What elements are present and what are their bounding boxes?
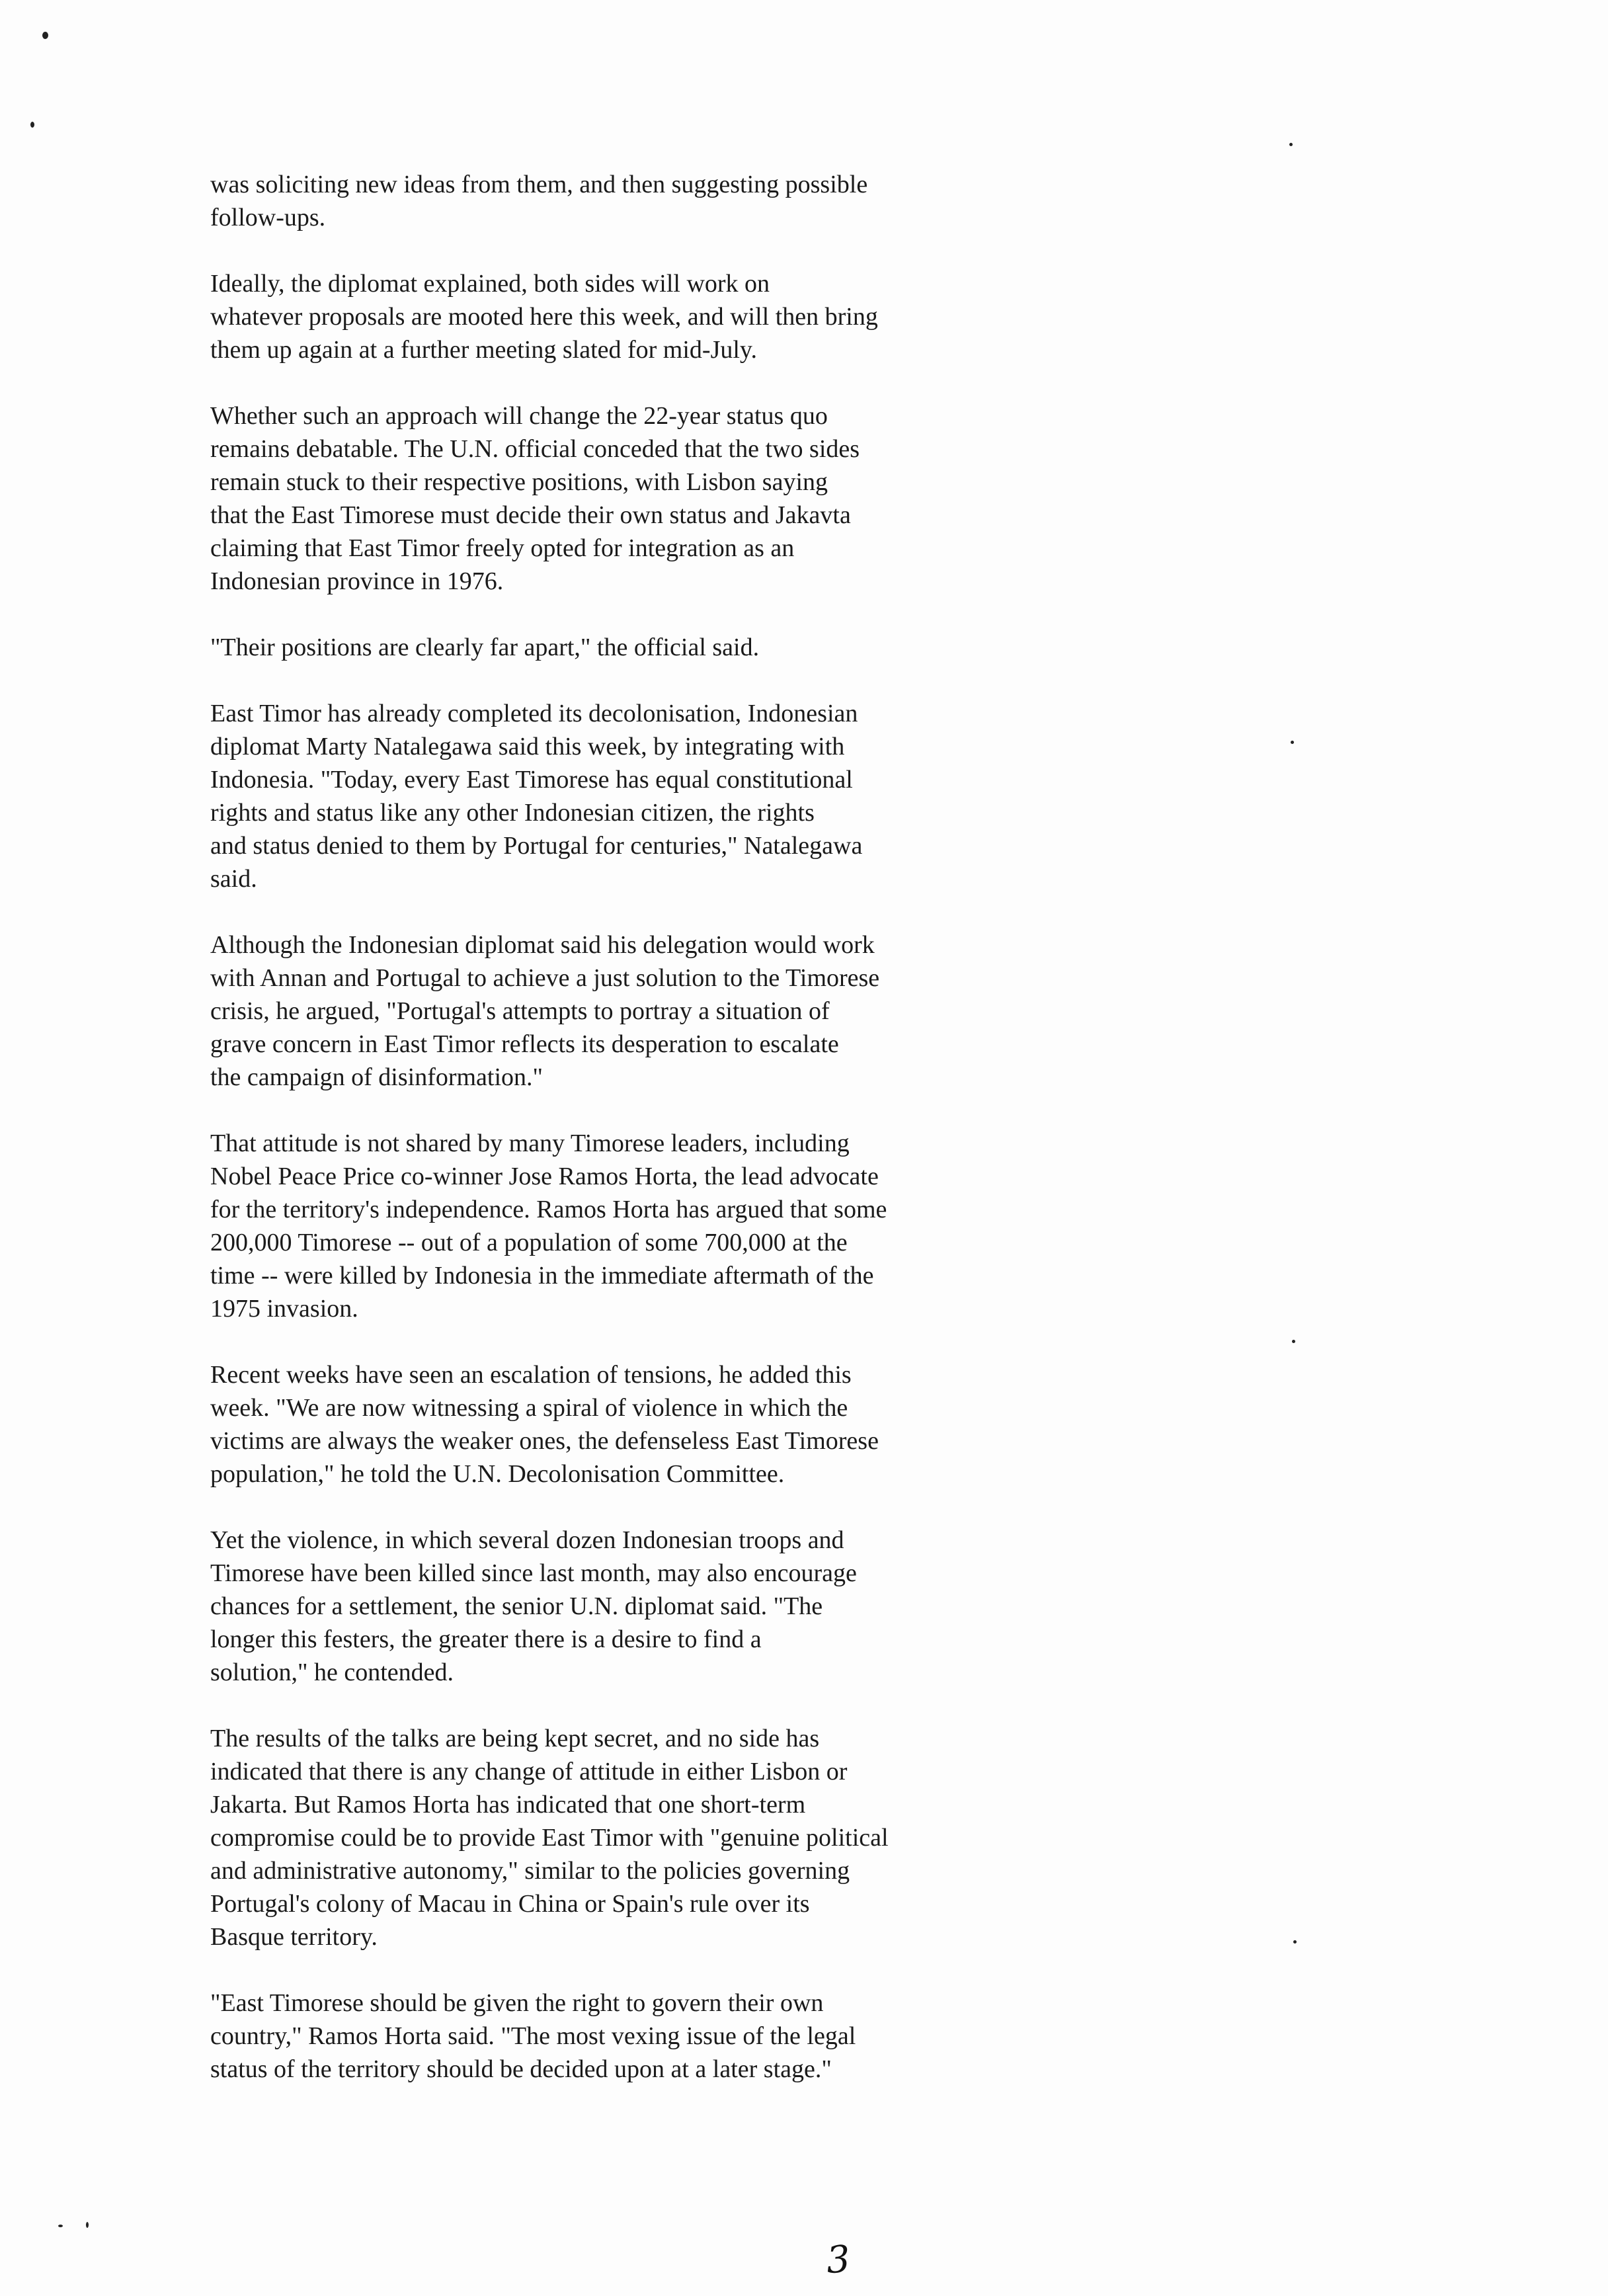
text-line: them up again at a further meeting slated for mid-July. bbox=[210, 336, 757, 364]
scan-speck bbox=[1291, 741, 1294, 744]
text-line: rights and status like any other Indonesian citizen, the rights bbox=[210, 799, 815, 827]
text-line: country," Ramos Horta said. "The most vexing issue of the legal bbox=[210, 2022, 856, 2050]
text-line: follow-ups. bbox=[210, 204, 326, 231]
paragraph bbox=[210, 399, 977, 598]
text-line: for the territory's independence. Ramos Horta has argued that some bbox=[210, 1196, 887, 1223]
text-line: Yet the violence, in which several dozen Indonesian troops and bbox=[210, 1526, 844, 1554]
text-line: with Annan and Portugal to achieve a just solution to the Timorese bbox=[210, 964, 880, 992]
paragraph bbox=[210, 697, 977, 895]
text-line: remain stuck to their respective positions, with Lisbon saying bbox=[210, 468, 828, 496]
text-line: remains debatable. The U.N. official conceded that the two sides bbox=[210, 435, 860, 463]
text-line: victims are always the weaker ones, the defenseless East Timorese bbox=[210, 1427, 879, 1455]
text-line: crisis, he argued, "Portugal's attempts to portray a situation of bbox=[210, 997, 830, 1025]
paragraph bbox=[210, 928, 977, 1094]
text-line: diplomat Marty Natalegawa said this week, by integrating with bbox=[210, 733, 845, 760]
text-line: chances for a settlement, the senior U.N. diplomat said. "The bbox=[210, 1592, 823, 1620]
text-line: grave concern in East Timor reflects its desperation to escalate bbox=[210, 1030, 839, 1058]
text-line: claiming that East Timor freely opted for integration as an bbox=[210, 534, 795, 562]
text-line: Nobel Peace Price co-winner Jose Ramos Horta, the lead advocate bbox=[210, 1163, 879, 1190]
text-line: solution," he contended. bbox=[210, 1659, 454, 1686]
text-line: and administrative autonomy," similar to the policies governing bbox=[210, 1857, 850, 1885]
paragraph bbox=[210, 168, 977, 234]
text-line: was soliciting new ideas from them, and then suggesting possible bbox=[210, 171, 868, 198]
text-line: "East Timorese should be given the right to govern their own bbox=[210, 1989, 824, 2017]
scan-speck bbox=[1293, 1940, 1297, 1944]
scan-speck bbox=[1289, 143, 1293, 146]
text-line: that the East Timorese must decide their own status and Jakavta bbox=[210, 501, 851, 529]
handwritten-page-number: 3 bbox=[824, 2237, 852, 2283]
text-line: Recent weeks have seen an escalation of tensions, he added this bbox=[210, 1361, 852, 1389]
paragraph bbox=[210, 1127, 977, 1325]
article-body bbox=[210, 168, 977, 2119]
paragraph bbox=[210, 1722, 977, 1953]
text-line: status of the territory should be decided upon at a later stage." bbox=[210, 2055, 832, 2083]
text-line: whatever proposals are mooted here this week, and will then bring bbox=[210, 303, 878, 331]
text-line: 1975 invasion. bbox=[210, 1295, 358, 1323]
text-line: Whether such an approach will change the 22-year status quo bbox=[210, 402, 828, 430]
scan-speck bbox=[58, 2225, 63, 2227]
scan-speck bbox=[30, 122, 34, 128]
text-line: The results of the talks are being kept secret, and no side has bbox=[210, 1725, 820, 1752]
text-line: Although the Indonesian diplomat said his delegation would work bbox=[210, 931, 875, 959]
text-line: population," he told the U.N. Decolonisation Committee. bbox=[210, 1460, 785, 1488]
paragraph bbox=[210, 1524, 977, 1689]
text-line: Indonesia. "Today, every East Timorese has equal constitutional bbox=[210, 766, 853, 794]
text-line: Timorese have been killed since last month, may also encourage bbox=[210, 1559, 857, 1587]
text-line: Basque territory. bbox=[210, 1923, 378, 1951]
text-line: indicated that there is any change of attitude in either Lisbon or bbox=[210, 1758, 848, 1785]
scan-speck bbox=[86, 2222, 89, 2228]
paragraph bbox=[210, 631, 977, 664]
text-line: said. bbox=[210, 865, 257, 893]
paragraph bbox=[210, 1358, 977, 1491]
text-line: compromise could be to provide East Timor with "genuine political bbox=[210, 1824, 889, 1852]
text-line: longer this festers, the greater there is a desire to find a bbox=[210, 1625, 762, 1653]
text-line: 200,000 Timorese -- out of a population of some 700,000 at the bbox=[210, 1229, 848, 1256]
text-line: Jakarta. But Ramos Horta has indicated that one short-term bbox=[210, 1791, 806, 1819]
text-line: and status denied to them by Portugal for centuries," Natalegawa bbox=[210, 832, 863, 860]
paragraph bbox=[210, 1987, 977, 2086]
scan-speck bbox=[1292, 1340, 1295, 1343]
text-line: That attitude is not shared by many Timorese leaders, including bbox=[210, 1129, 850, 1157]
text-line: time -- were killed by Indonesia in the immediate aftermath of the bbox=[210, 1262, 874, 1290]
text-line: week. "We are now witnessing a spiral of violence in which the bbox=[210, 1394, 848, 1422]
paragraph bbox=[210, 267, 977, 366]
scan-speck bbox=[42, 32, 48, 39]
text-line: East Timor has already completed its decolonisation, Indonesian bbox=[210, 700, 858, 727]
text-line: "Their positions are clearly far apart," the official said. bbox=[210, 634, 760, 661]
text-line: Indonesian province in 1976. bbox=[210, 567, 504, 595]
text-line: Portugal's colony of Macau in China or Spain's rule over its bbox=[210, 1890, 810, 1918]
text-line: Ideally, the diplomat explained, both sides will work on bbox=[210, 270, 770, 298]
text-line: the campaign of disinformation." bbox=[210, 1063, 543, 1091]
